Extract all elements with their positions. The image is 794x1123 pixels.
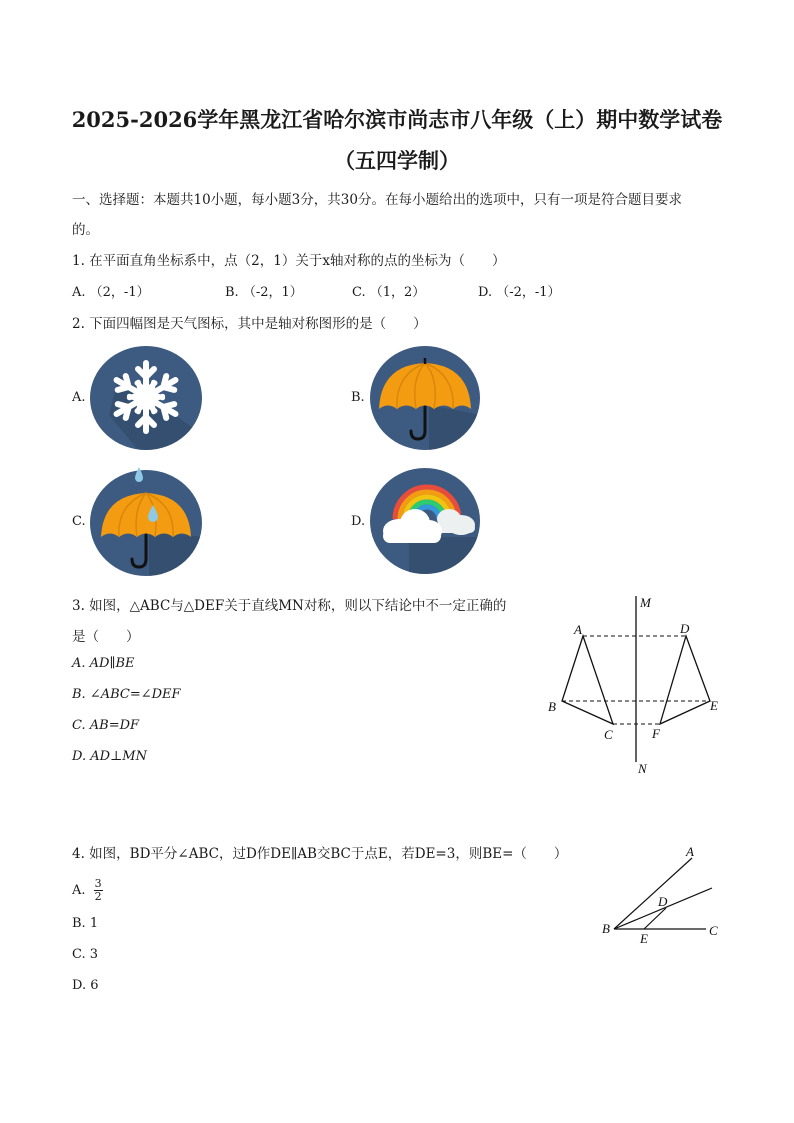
question-4-option-d: D. 6 xyxy=(72,978,99,993)
question-1-text: 1. 在平面直角坐标系中，点（2，1）关于x轴对称的点的坐标为（ ） xyxy=(72,253,506,269)
label-E: E xyxy=(640,931,648,946)
section-intro-line2: 的。 xyxy=(72,222,99,238)
question-2-label-d: D. xyxy=(351,514,366,529)
label-E: E xyxy=(710,698,718,713)
label-C: C xyxy=(604,727,613,742)
question-4-option-b: B. 1 xyxy=(72,916,99,931)
question-3-option-b: B. ∠ABC=∠DEF xyxy=(72,687,181,702)
label-A: A xyxy=(686,844,694,859)
label-B: B xyxy=(602,921,610,936)
fraction-denominator: 2 xyxy=(94,890,102,903)
question-1-option-d: D. （-2，-1） xyxy=(478,285,561,300)
page-title: 2025-2026学年黑龙江省哈尔滨市尚志市八年级（上）期中数学试卷 xyxy=(71,107,723,132)
label-D: D xyxy=(658,894,668,909)
label-M: M xyxy=(640,595,651,610)
question-3-option-d: D. AD⊥MN xyxy=(72,749,147,764)
umbrella-rain-icon xyxy=(89,465,203,577)
label-C: C xyxy=(709,923,718,938)
question-3-text-line2: 是（ ） xyxy=(72,629,140,645)
question-3-figure xyxy=(540,590,730,780)
question-1-option-c: C. （1，2） xyxy=(352,285,426,300)
fraction xyxy=(94,878,103,903)
question-3-text-line1: 3. 如图，△ABC与△DEF关于直线MN对称，则以下结论中不一定正确的 xyxy=(72,598,507,614)
snowflake-icon xyxy=(89,345,203,451)
page-subtitle: （五四学制） xyxy=(334,148,460,173)
question-4-figure xyxy=(596,840,736,950)
question-4-option-c: C. 3 xyxy=(72,947,99,962)
question-4-text: 4. 如图，BD平分∠ABC，过D作DE∥AB交BC于点E，若DE=3，则BE=（ ） xyxy=(72,846,568,862)
question-2-label-b: B. xyxy=(351,390,365,405)
fraction-numerator: 3 xyxy=(94,877,102,890)
question-2-label-a: A. xyxy=(72,390,86,405)
question-1-option-b: B. （-2，1） xyxy=(225,285,303,300)
question-4-option-a-label: A. xyxy=(72,883,86,898)
label-D: D xyxy=(680,621,690,636)
section-intro-line1: 一、选择题：本题共10小题，每小题3分，共30分。在每小题给出的选项中，只有一项是符合题目要求 xyxy=(72,192,682,208)
question-3-option-a: A. AD∥BE xyxy=(72,656,135,671)
question-2-text: 2. 下面四幅图是天气图标，其中是轴对称图形的是（ ） xyxy=(72,316,427,332)
question-4-option-a xyxy=(72,878,103,903)
rainbow-cloud-icon xyxy=(369,467,481,575)
label-F: F xyxy=(652,726,660,741)
question-1-option-a: A. （2，-1） xyxy=(72,285,150,300)
label-N: N xyxy=(638,761,647,776)
question-3-option-c: C. AB=DF xyxy=(72,718,140,733)
question-2-label-c: C. xyxy=(72,514,86,529)
label-A: A xyxy=(574,622,582,637)
umbrella-icon xyxy=(369,345,481,451)
label-B: B xyxy=(548,699,556,714)
